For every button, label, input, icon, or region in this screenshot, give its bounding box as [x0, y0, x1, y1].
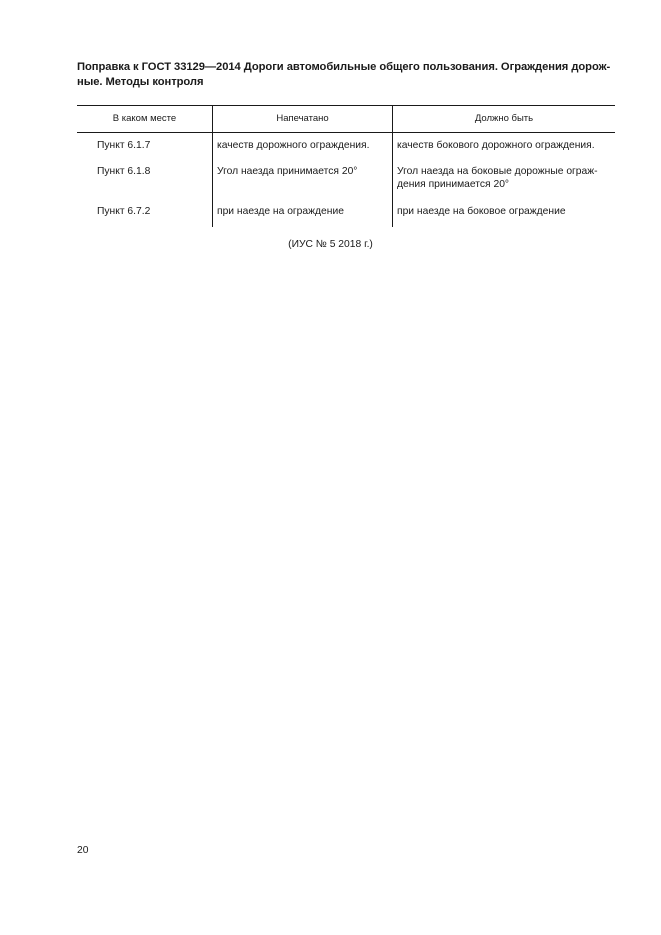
cell-printed: качеств дорожного ограждения. [217, 140, 370, 151]
cell-should-be: качеств бокового дорожного ограждения. [397, 140, 595, 151]
cell-place: Пункт 6.7.2 [97, 206, 151, 217]
document-title: Поправка к ГОСТ 33129—2014 Дороги автомобильные общего пользования. Ограждения дорож-ные. Методы контроля [77, 61, 611, 88]
header-printed: Напечатано [276, 113, 329, 124]
cell-printed: Угол наезда принимается 20° [217, 166, 358, 177]
cell-should-be: Угол наезда на боковые дорожные ограж-дения принимается 20° [397, 166, 598, 190]
table-header-rule [77, 132, 615, 133]
cell-place: Пункт 6.1.7 [97, 140, 151, 151]
header-should-be: Должно быть [474, 113, 534, 124]
cell-printed: при наезде на ограждение [217, 206, 344, 217]
cell-place: Пункт 6.1.8 [97, 166, 151, 177]
cell-should-be: при наезде на боковое ограждение [397, 206, 566, 217]
publication-note: (ИУС № 5 2018 г.) [288, 239, 373, 250]
page-number: 20 [77, 845, 89, 856]
correction-table [77, 105, 615, 227]
table-top-rule [77, 105, 615, 106]
header-place: В каком месте [112, 113, 177, 124]
